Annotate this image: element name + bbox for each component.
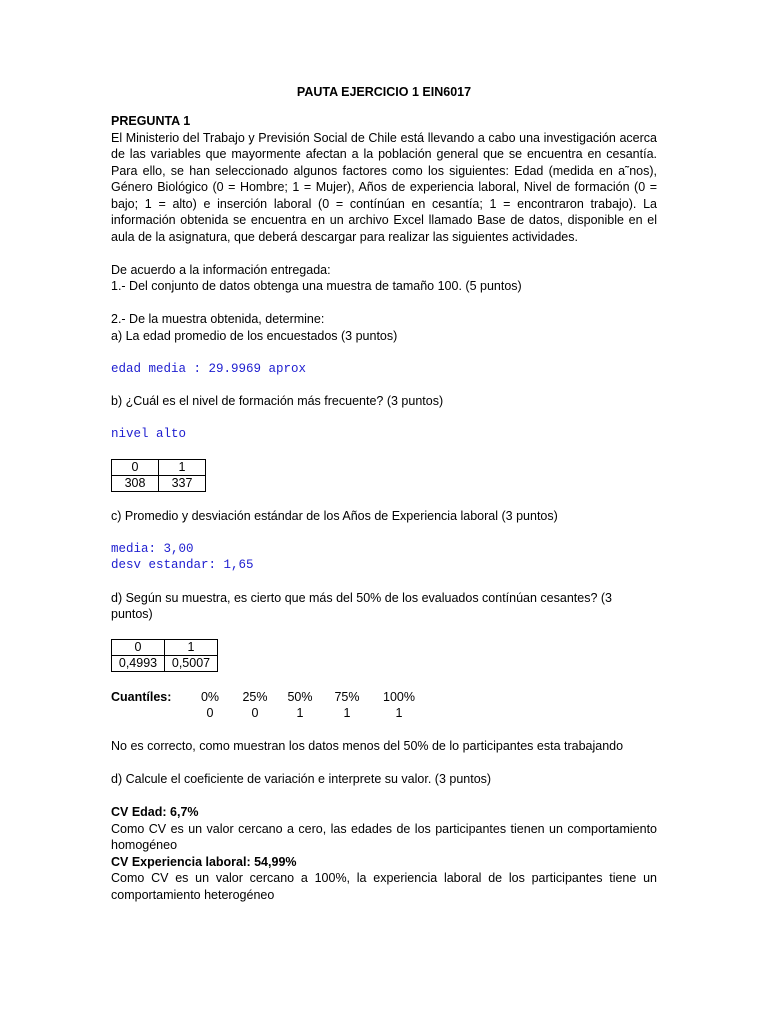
question-e: d) Calcule el coeficiente de variación e interprete su valor. (3 puntos): [111, 772, 492, 786]
question-d: d) Según su muestra, es cierto que más del 50% de los evaluados contínúan cesantes? (3 puntos): [111, 590, 612, 621]
quantile-value: 1: [296, 706, 304, 720]
quantile-value: 1: [395, 706, 403, 720]
document-title: PAUTA EJERCICIO 1 EIN6017: [296, 85, 472, 99]
table-header-cell: 1: [165, 640, 218, 656]
item-1: 1.- Del conjunto de datos obtenga una muestra de tamaño 100. (5 puntos): [111, 279, 522, 293]
answer-a: edad media : 29.9969 aprox: [111, 361, 307, 376]
quantile-header: 50%: [287, 689, 313, 704]
conclusion-d: No es correcto, como muestran los datos menos del 50% de lo participantes esta trabajando: [111, 739, 624, 753]
quantile-header: 25%: [242, 689, 268, 704]
question-b: b) ¿Cuál es el nivel de formación más frecuente? (3 puntos): [111, 394, 444, 408]
intro-line-1: El Ministerio del Trabajo y Previsión Social de Chile está llevando a cabo una investigación acerca: [111, 130, 657, 145]
table-cell: 308: [112, 475, 159, 491]
quantile-header: 0%: [200, 689, 220, 704]
quantile-value: 1: [343, 706, 351, 720]
intro-paragraph: de las variables que mayormente afectan a la población general que se encuentra en cesantía. Para ello, se han seleccionado algunos factores como los siguientes: Edad (medida en a˜nos), Género Biológico (0 = Hombre; 1 = Mujer), Años de experiencia laboral, Nivel de formación (0 = bajo; 1 = alto) e inserción laboral (0 = contínúan en cesantía; 1 = encontraron trabajo). La información obtenida se encuentra en un archivo Excel llamado Base de datos, disponible en el aula de la asignatura, que deberá descargar para realizar las siguientes actividades.: [111, 147, 657, 244]
proportion-table: [111, 639, 218, 672]
quantile-header: 75%: [334, 689, 360, 704]
quantiles-value-row: [111, 705, 657, 722]
answer-c-sd: desv estandar: 1,65: [111, 558, 254, 572]
table-header-cell: 0: [112, 459, 159, 475]
question-c: c) Promedio y desviación estándar de los Años de Experiencia laboral (3 puntos): [111, 509, 558, 523]
cv-age-text: Como CV es un valor cercano a cero, las edades de los participantes tienen un comportamiento homogéneo: [111, 821, 657, 852]
quantiles-header-row: [111, 689, 657, 706]
instructions-lead: De acuerdo a la información entregada:: [111, 262, 331, 277]
answer-c-mean: media: 3,00: [111, 542, 194, 556]
quantiles-label: Cuantíles:: [111, 689, 172, 704]
table-header-cell: 0: [112, 640, 165, 656]
item-2: 2.- De la muestra obtenida, determine:: [111, 312, 325, 326]
table-header-cell: 1: [159, 459, 206, 475]
cv-experience-text: Como CV es un valor cercano a 100%, la experiencia laboral de los participantes tiene un comportamiento heterogéneo: [111, 871, 657, 902]
quantile-value: 0: [206, 706, 214, 720]
frequency-table: [111, 459, 206, 492]
document: [111, 84, 657, 903]
table-cell: 0,5007: [165, 656, 218, 672]
question-a: a) La edad promedio de los encuestados (3 puntos): [111, 328, 398, 343]
question-heading: PREGUNTA 1: [111, 114, 191, 128]
quantile-header: 100%: [383, 689, 415, 704]
table-cell: 0,4993: [112, 656, 165, 672]
quantile-value: 0: [251, 706, 259, 720]
table-cell: 337: [159, 475, 206, 491]
cv-experience-label: CV Experiencia laboral: 54,99%: [111, 854, 297, 869]
cv-age-label: CV Edad: 6,7%: [111, 805, 199, 819]
answer-b: nivel alto: [111, 427, 187, 441]
